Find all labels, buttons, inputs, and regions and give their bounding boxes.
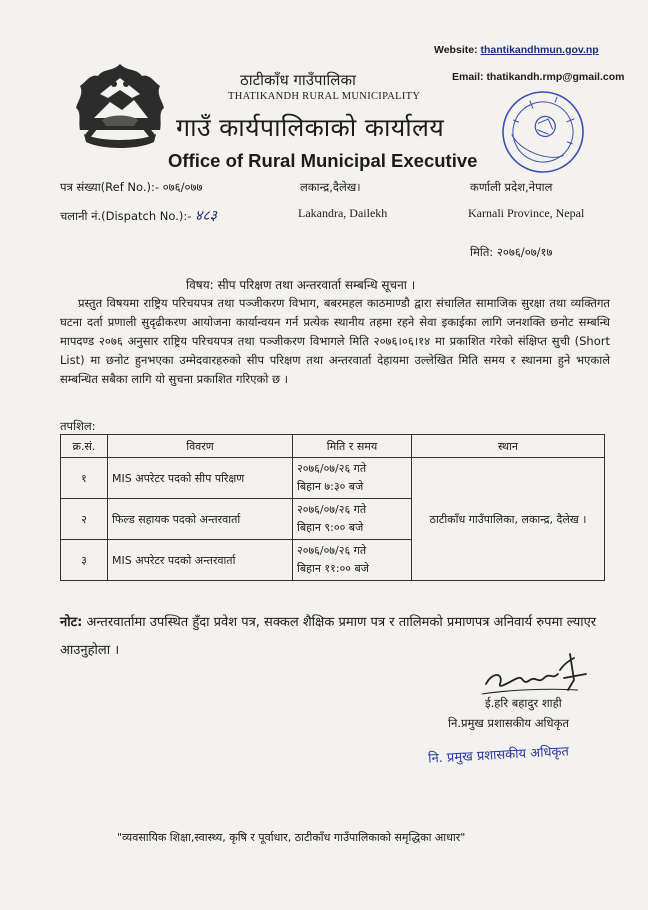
row-date: २०७६/०७/२६ गते <box>297 503 367 516</box>
office-title-en: Office of Rural Municipal Executive <box>168 150 478 171</box>
date-value: २०७६/०७/१७ <box>496 245 553 259</box>
col-header-desc: विवरण <box>108 435 293 458</box>
ref-value: ०७६/०७७ <box>162 180 203 194</box>
municipality-name-np: ठाटीकाँध गाउँपालिका <box>240 71 356 89</box>
municipality-name-en: THATIKANDH RURAL MUNICIPALITY <box>228 91 421 102</box>
row-sn: २ <box>61 499 108 540</box>
nepal-emblem-logo <box>70 60 170 160</box>
row-datetime <box>293 540 412 581</box>
schedule-table <box>60 434 605 581</box>
table-title: तपशिल: <box>60 419 96 433</box>
email-address[interactable]: thatikandh.rmp@gmail.com <box>486 71 625 83</box>
table-header-row <box>61 435 605 458</box>
row-desc: MIS अपरेटर पदको सीप परिक्षण <box>108 458 293 499</box>
province-en: Karnali Province, Nepal <box>468 206 585 220</box>
row-date: २०७६/०७/२६ गते <box>297 462 367 475</box>
subject-line: विषय: सीप परिक्षण तथा अन्तरवार्ता सम्बन्धि सूचना । <box>186 278 416 292</box>
email-line <box>452 71 624 83</box>
col-header-datetime: मिति र समय <box>293 435 412 458</box>
row-datetime <box>293 499 412 540</box>
notice-body: प्रस्तुत विषयमा राष्ट्रिय परिचयपत्र तथा पञ्जीकरण विभाग, बबरमहल काठमाण्डौ द्वारा संचालित सामाजिक सुरक्षा तथा व्यक्तिगत घटना दर्ता प्रणाली सुदृढीकरण आयोजना कार्यान्वयन गर्न प्रत्येक स्थानीय तहमा रहने सेवा इकाईका लागि जनशक्ति छनोट सम्बन्धि मापदण्ड २०७६ अनुसार राष्ट्रिय परिचयपत्र तथा पञ्जीकरण विभागले मिति २०७६।०६।१४ मा प्रकाशित गरेको संक्षिप्त सुची (Short List) मा छनोट हुनभएका उम्मेदवारहरुको सीप परिक्षण तथा अन्तरवार्ता देहायमा उल्लेखित मिति समय र स्थानमा हुने भएकाले सम्बन्धित सबैका लागि यो सुचना प्रकाशित गरिएको छ । <box>60 296 610 386</box>
handwritten-signature <box>478 650 598 698</box>
province-np: कर्णाली प्रदेश,नेपाल <box>470 180 553 194</box>
dispatch-value-handwritten: ४८३ <box>195 208 217 224</box>
website-label: Website: <box>434 44 478 56</box>
col-header-place: स्थान <box>412 435 605 458</box>
ref-number <box>60 180 202 195</box>
office-stamp-seal <box>497 86 589 178</box>
motto-footer: "व्यवसायिक शिक्षा,स्वास्थ्य, कृषि र पूर्वाधार, ठाटीकाँध गाउँपालिकाको समृद्धिका आधार" <box>117 831 466 844</box>
table-row <box>61 458 605 499</box>
office-title-np: गाउँ कार्यपालिकाको कार्यालय <box>176 113 445 142</box>
location-en: Lakandra, Dailekh <box>298 206 388 220</box>
row-place: ठाटीकाँध गाउँपालिका, लकान्द्र, दैलेख । <box>412 458 605 581</box>
row-date: २०७६/०७/२६ गते <box>297 544 367 557</box>
row-time: बिहान ७:३० बजे <box>297 480 364 493</box>
signatory-title: नि.प्रमुख प्रशासकीय अधिकृत <box>448 716 569 730</box>
location-np: लकान्द्र,दैलेख। <box>300 180 361 194</box>
letter-date <box>470 245 553 260</box>
email-label: Email: <box>452 71 484 83</box>
row-time: बिहान ११:०० बजे <box>297 562 369 575</box>
row-desc: MIS अपरेटर पदको अन्तरवार्ता <box>108 540 293 581</box>
note-label: नोट: <box>60 615 83 630</box>
dispatch-number <box>60 206 217 225</box>
row-time: बिहान ९:०० बजे <box>297 521 364 534</box>
note-text: अन्तरवार्तामा उपस्थित हुँदा प्रवेश पत्र, सक्कल शैक्षिक प्रमाण पत्र र तालिमको प्रमाणपत्र अनिवार्य रुपमा ल्याएर आउनुहोला । <box>60 615 597 658</box>
col-header-sn: क्र.सं. <box>61 435 108 458</box>
date-label: मिति: <box>470 245 494 259</box>
row-datetime <box>293 458 412 499</box>
row-desc: फिल्ड सहायक पदको अन्तरवार्ता <box>108 499 293 540</box>
dispatch-label: चलानी नं.(Dispatch No.):- <box>60 209 192 223</box>
signatory-stamp: नि. प्रमुख प्रशासकीय अधिकृत <box>427 744 570 767</box>
row-sn: ३ <box>61 540 108 581</box>
website-line <box>434 44 599 56</box>
signatory-name: ई.हरि बहादुर शाही <box>485 696 562 710</box>
row-sn: १ <box>61 458 108 499</box>
ref-label: पत्र संख्या(Ref No.):- <box>60 180 160 194</box>
website-link[interactable]: thantikandhmun.gov.np <box>480 44 599 56</box>
